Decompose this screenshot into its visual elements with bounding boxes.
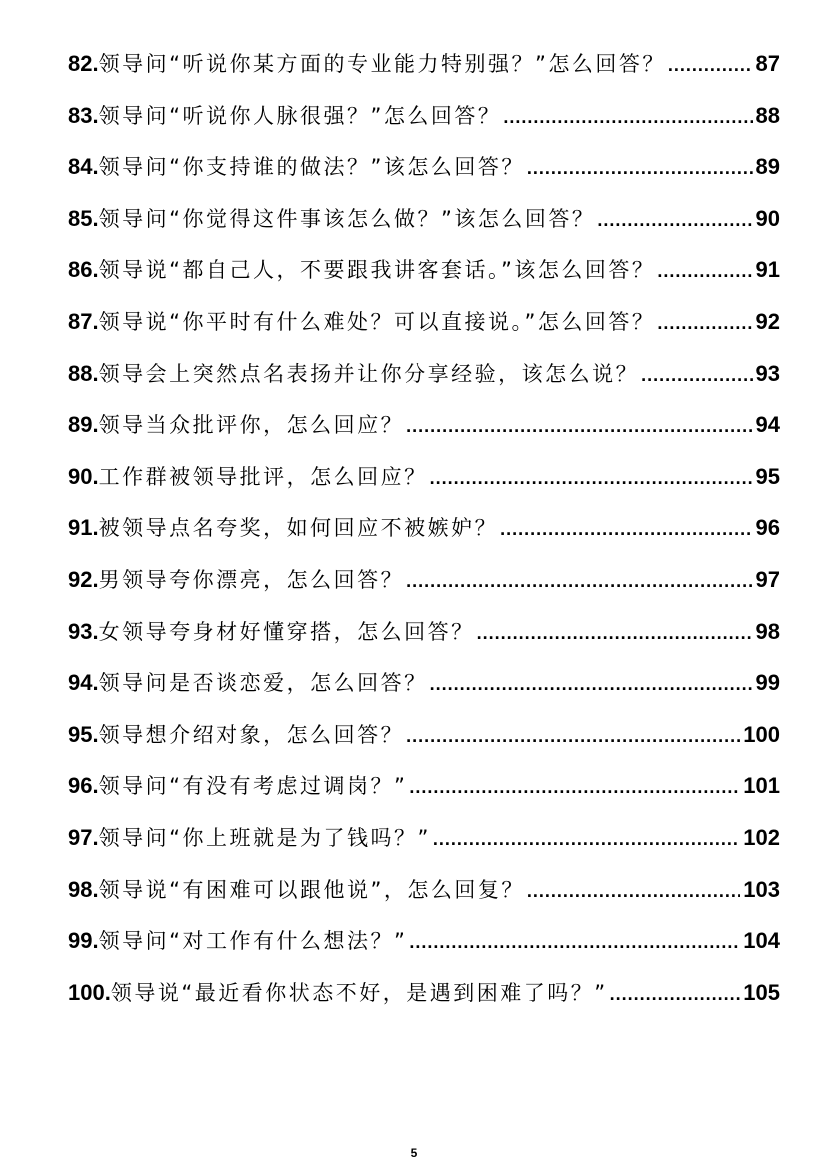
entry-number: 83. (68, 102, 99, 128)
entry-number: 86. (68, 257, 99, 283)
entry-title: 领导问“你上班就是为了钱吗？” (98, 825, 431, 850)
dot-leader (406, 401, 752, 451)
entry-page-number: 103 (743, 876, 780, 902)
toc-entry[interactable] (68, 38, 780, 90)
table-of-contents (68, 38, 780, 1018)
toc-entry[interactable] (68, 760, 780, 812)
entry-number: 91. (68, 515, 99, 541)
entry-title: 领导说“你平时有什么难处？可以直接说。”怎么回答？ (98, 309, 656, 334)
entry-number: 93. (68, 618, 99, 644)
entry-title: 领导说“最近看你状态不好，是遇到困难了吗？” (110, 980, 608, 1005)
toc-entry[interactable] (68, 812, 780, 864)
entry-page-number: 97 (755, 566, 780, 592)
toc-entry[interactable] (68, 864, 780, 916)
dot-leader (477, 608, 753, 658)
toc-entry[interactable] (68, 554, 780, 606)
entry-title: 领导说“有困难可以跟他说”，怎么回复？ (98, 877, 525, 902)
dot-leader (409, 762, 740, 812)
entry-number: 99. (68, 928, 99, 954)
entry-number: 89. (68, 412, 99, 438)
dot-leader (527, 143, 753, 193)
toc-entry[interactable] (68, 915, 780, 967)
toc-entry[interactable] (68, 399, 780, 451)
entry-title: 被领导点名夸奖，如何回应不被嫉妒？ (98, 516, 499, 541)
entry-page-number: 93 (755, 360, 780, 386)
entry-page-number: 88 (755, 102, 780, 128)
entry-title: 领导问“你觉得这件事该怎么做？”该怎么回答？ (98, 206, 596, 231)
dot-leader (527, 866, 740, 916)
entry-number: 84. (68, 154, 99, 180)
entry-page-number: 96 (755, 515, 780, 541)
dot-leader (430, 659, 753, 709)
dot-leader (657, 298, 752, 348)
dot-leader (641, 350, 752, 400)
footer-page-number: 5 (410, 1146, 418, 1160)
toc-entry[interactable] (68, 348, 780, 400)
entry-number: 87. (68, 308, 99, 334)
toc-entry[interactable] (68, 967, 780, 1019)
dot-leader (430, 453, 753, 503)
dot-leader (668, 40, 753, 90)
entry-number: 92. (68, 566, 99, 592)
entry-number: 90. (68, 463, 99, 489)
entry-number: 98. (68, 876, 99, 902)
dot-leader (409, 917, 740, 967)
dot-leader (610, 969, 741, 1019)
entry-number: 100. (68, 979, 111, 1005)
entry-number: 85. (68, 205, 99, 231)
toc-entry[interactable] (68, 606, 780, 658)
entry-number: 96. (68, 773, 99, 799)
entry-title: 领导当众批评你，怎么回应？ (98, 413, 405, 438)
entry-page-number: 94 (755, 412, 780, 438)
entry-title: 领导想介绍对象，怎么回答？ (98, 722, 405, 747)
entry-page-number: 105 (743, 979, 780, 1005)
dot-leader (500, 504, 752, 554)
entry-page-number: 91 (755, 257, 780, 283)
toc-entry[interactable] (68, 90, 780, 142)
dot-leader (406, 556, 752, 606)
entry-page-number: 98 (755, 618, 780, 644)
toc-entry[interactable] (68, 657, 780, 709)
entry-title: 领导问“有没有考虑过调岗？” (98, 774, 408, 799)
entry-page-number: 95 (755, 463, 780, 489)
toc-entry[interactable] (68, 451, 780, 503)
entry-title: 领导说“都自己人，不要跟我讲客套话。”该怎么回答？ (98, 258, 656, 283)
entry-page-number: 92 (755, 308, 780, 334)
dot-leader (657, 246, 752, 296)
entry-page-number: 89 (755, 154, 780, 180)
entry-number: 95. (68, 721, 99, 747)
entry-title: 女领导夸身材好懂穿搭，怎么回答？ (98, 619, 475, 644)
entry-title: 领导会上突然点名表扬并让你分享经验，该怎么说？ (98, 361, 640, 386)
entry-title: 男领导夸你漂亮，怎么回答？ (98, 567, 405, 592)
toc-entry[interactable] (68, 141, 780, 193)
entry-title: 工作群被领导批评，怎么回应？ (98, 464, 428, 489)
entry-page-number: 102 (743, 824, 780, 850)
toc-entry[interactable] (68, 296, 780, 348)
entry-number: 94. (68, 670, 99, 696)
entry-page-number: 87 (755, 51, 780, 76)
entry-page-number: 90 (755, 205, 780, 231)
entry-number: 82. (68, 51, 99, 76)
entry-page-number: 99 (755, 670, 780, 696)
dot-leader (503, 92, 752, 142)
entry-page-number: 101 (743, 773, 780, 799)
toc-entry[interactable] (68, 502, 780, 554)
entry-number: 88. (68, 360, 99, 386)
entry-title: 领导问是否谈恋爱，怎么回答？ (98, 671, 428, 696)
toc-entry[interactable] (68, 709, 780, 761)
entry-number: 97. (68, 824, 99, 850)
entry-title: 领导问“听说你某方面的专业能力特别强？”怎么回答？ (98, 52, 666, 76)
entry-title: 领导问“听说你人脉很强？”怎么回答？ (98, 103, 502, 128)
toc-entry[interactable] (68, 193, 780, 245)
entry-page-number: 104 (743, 928, 780, 954)
dot-leader (597, 195, 752, 245)
toc-entry[interactable] (68, 244, 780, 296)
entry-title: 领导问“对工作有什么想法？” (98, 929, 408, 954)
dot-leader (406, 711, 740, 761)
entry-page-number: 100 (743, 721, 780, 747)
entry-title: 领导问“你支持谁的做法？”该怎么回答？ (98, 155, 525, 180)
dot-leader (433, 814, 740, 864)
